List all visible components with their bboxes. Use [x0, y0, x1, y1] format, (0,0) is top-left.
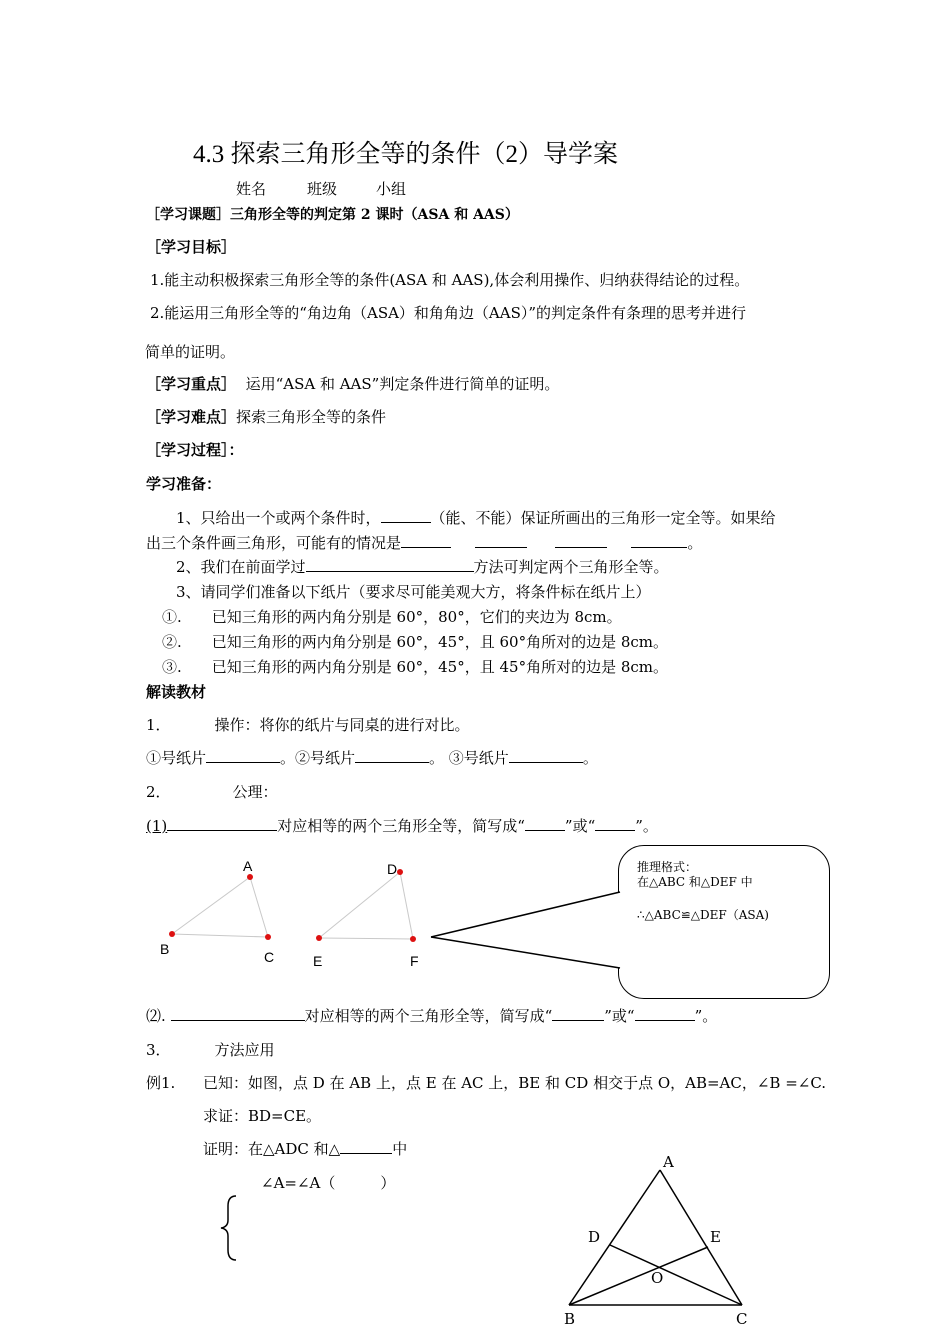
- blank[interactable]: [552, 1005, 604, 1021]
- reading-label: 解读教材: [146, 683, 207, 701]
- blank[interactable]: [167, 815, 277, 831]
- example-label: 例1.: [146, 1074, 176, 1092]
- fig2-label-e: E: [710, 1228, 721, 1246]
- key-point-label: ［学习重点］: [146, 375, 237, 393]
- axiom-line: [146, 781, 278, 802]
- topic-label: ［学习课题］: [146, 207, 230, 223]
- card1-label: ①号纸片: [146, 749, 207, 767]
- blank[interactable]: [635, 1005, 695, 1021]
- prep-label: 学习准备：: [146, 475, 222, 493]
- axiom-1-end: ”。: [635, 817, 658, 835]
- class-label: 班级: [307, 180, 338, 198]
- goal-item-2a: 2.能运用三角形全等的“角边角（ASA）和角角边（AAS）”的判定条件有条理的思考并进行: [150, 304, 747, 322]
- blank[interactable]: [631, 532, 687, 548]
- prep-q1a: [176, 507, 776, 528]
- key-point-line: [146, 373, 559, 394]
- operation-num: 1．: [146, 716, 171, 734]
- name-label: 姓名: [236, 180, 267, 198]
- axiom-1-text: 对应相等的两个三角形全等，简写成“: [277, 817, 525, 835]
- fig2-label-a: A: [663, 1153, 674, 1171]
- axiom-2-end: ”。: [694, 1007, 718, 1025]
- prep-q1a-post: （能、不能）保证所画出的三角形一定全等。如果给: [430, 509, 776, 527]
- label-b: B: [160, 941, 170, 957]
- blank[interactable]: [509, 747, 583, 763]
- fig2-label-b: B: [564, 1310, 576, 1328]
- axiom-1-line: [146, 815, 658, 836]
- label-c: C: [264, 949, 275, 965]
- point-f: [410, 936, 416, 942]
- difficulty-label: ［学习难点］: [146, 408, 237, 426]
- point-a: [247, 874, 253, 880]
- blank[interactable]: [171, 1005, 305, 1021]
- goal-item-1: 1.能主动积极探索三角形全等的条件(ASA 和 AAS),体会利用操作、归纳获得结论的过程。: [150, 271, 750, 289]
- blank[interactable]: [206, 747, 280, 763]
- method-line: [146, 1039, 275, 1060]
- group-label: 小组: [376, 180, 407, 198]
- prep-q2-pre: 2、我们在前面学过: [176, 558, 306, 576]
- prep-q1b: [146, 532, 702, 553]
- point-c: [265, 934, 271, 940]
- axiom-num: 2．: [146, 783, 171, 801]
- brace-icon: [218, 1194, 242, 1262]
- blank[interactable]: [306, 556, 474, 572]
- blank[interactable]: [401, 532, 451, 548]
- prep-q1b-end: 。: [687, 534, 703, 552]
- process-label: ［学习过程］：: [146, 441, 244, 459]
- blank[interactable]: [595, 815, 635, 831]
- label-e: E: [313, 953, 323, 969]
- operation-text: 操作：将你的纸片与同桌的进行对比。: [214, 716, 470, 734]
- topic-text: 三角形全等的判定第 2 课时（ASA 和 AAS）: [230, 207, 519, 223]
- axiom-2-or: ”或“: [604, 1007, 635, 1025]
- example-given: 已知：如图，点 D 在 AB 上，点 E 在 AC 上，BE 和 CD 相交于点 O，AB=AC，∠B =∠C.: [203, 1074, 827, 1092]
- fig2-label-o: O: [651, 1269, 664, 1287]
- card-compare-line: [146, 747, 598, 768]
- callout-line-2: 在△ABC 和△DEF 中: [637, 875, 753, 889]
- operation-line: [146, 714, 470, 735]
- label-f: F: [410, 953, 419, 969]
- method-num: 3．: [146, 1041, 171, 1059]
- goal-item-2b: 简单的证明。: [145, 343, 236, 361]
- point-d: [397, 869, 403, 875]
- page-title: 4.3 探索三角形全等的条件（2）导学案: [193, 141, 619, 168]
- axiom-text: 公理：: [232, 783, 278, 801]
- callout-line-1: 推理格式：: [637, 860, 698, 874]
- blank[interactable]: [355, 747, 429, 763]
- card2-label: 。②号纸片: [280, 749, 356, 767]
- prep-q2: [176, 556, 669, 577]
- fig2-label-c: C: [736, 1310, 748, 1328]
- card-condition-2: ②. 已知三角形的两内角分别是 60°，45°，且 60°角所对的边是 8cm。: [162, 633, 669, 651]
- blank[interactable]: [555, 532, 607, 548]
- blank[interactable]: [381, 507, 431, 523]
- prep-q1b-pre: 出三个条件画三角形，可能有的情况是: [146, 534, 402, 552]
- callout-pointer: [428, 890, 622, 970]
- topic-line: [146, 204, 519, 224]
- point-b: [169, 931, 175, 937]
- key-point-text: 运用“ASA 和 AAS”判定条件进行简单的证明。: [245, 375, 560, 393]
- proof-line: [203, 1138, 407, 1159]
- label-d: D: [387, 861, 398, 877]
- axiom-2-line: [146, 1005, 717, 1026]
- callout-line-3: ∴△ABC≌△DEF（ASA): [637, 908, 769, 922]
- goals-label: ［学习目标］: [146, 238, 237, 256]
- card-condition-1: ①. 已知三角形的两内角分别是 60°，80°，它们的夹边为 8cm。: [162, 608, 622, 626]
- axiom-2-num: ⑵.: [146, 1007, 166, 1025]
- proof-angle: ∠A=∠A（ ）: [261, 1174, 396, 1192]
- fig2-label-d: D: [588, 1228, 601, 1246]
- prep-q1a-pre: 1、只给出一个或两个条件时，: [176, 509, 381, 527]
- blank[interactable]: [340, 1138, 392, 1154]
- label-a: A: [243, 858, 253, 874]
- reasoning-callout: [618, 845, 830, 999]
- prep-q3: 3、请同学们准备以下纸片（要求尽可能美观大方，将条件标在纸片上）: [176, 583, 651, 601]
- blank[interactable]: [525, 815, 565, 831]
- proof-pre: 证明：在△ADC 和△: [203, 1140, 341, 1158]
- axiom-1-num: (1): [146, 817, 168, 835]
- method-text: 方法应用: [214, 1041, 275, 1059]
- proof-post: 中: [392, 1140, 408, 1158]
- card3-label: 。 ③号纸片: [429, 749, 509, 767]
- card-condition-3: ③. 已知三角形的两内角分别是 60°，45°，且 45°角所对的边是 8cm。: [162, 658, 669, 676]
- card-end: 。: [582, 749, 598, 767]
- difficulty-text: 探索三角形全等的条件: [236, 408, 387, 426]
- prep-q2-post: 方法可判定两个三角形全等。: [473, 558, 669, 576]
- example-prove: 求证：BD=CE。: [203, 1107, 322, 1125]
- blank[interactable]: [475, 532, 527, 548]
- difficulty-line: [146, 406, 386, 427]
- axiom-2-text: 对应相等的两个三角形全等，简写成“: [304, 1007, 553, 1025]
- point-e: [316, 935, 322, 941]
- axiom-1-or: ”或“: [564, 817, 596, 835]
